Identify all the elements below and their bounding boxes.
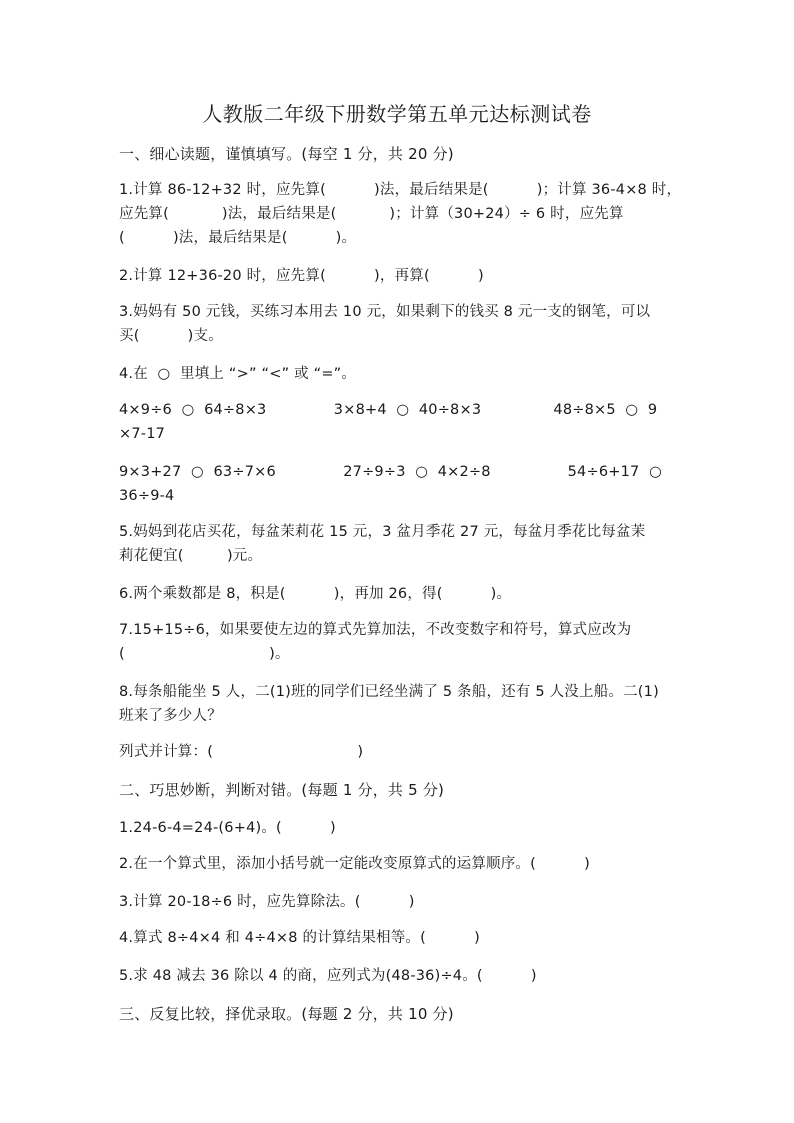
q8-answer: 列式并计算：( ): [119, 744, 364, 760]
q3-line-2: 买( )支。: [119, 328, 223, 344]
judge-1: 1.24-6-4=24-(6+4)。( ): [119, 820, 336, 836]
q4-row-2-cont: 36÷9-4: [119, 488, 175, 504]
q6: 6.两个乘数都是 8，积是( )，再加 26，得( )。: [119, 586, 512, 602]
section-2-heading: 二、巧思妙断，判断对错。(每题 1 分，共 5 分): [119, 781, 445, 799]
q4-row-2: 9×3+27 ○ 63÷7×6 27÷9÷3 ○ 4×2÷8 54÷6+17 ○: [119, 464, 662, 480]
q1-line-1: 1.计算 86-12+32 时，应先算( )法，最后结果是( )；计算 36-4×8 时，: [119, 182, 682, 198]
q1-line-3: ( )法，最后结果是( )。: [119, 230, 357, 246]
q4-row-1-cont: ×7-17: [119, 426, 166, 442]
q7-line-1: 7.15+15÷6，如果要使左边的算式先算加法，不改变数字和符号，算式应改为: [119, 622, 632, 638]
section-3-heading: 三、反复比较，择优录取。(每题 2 分，共 10 分): [119, 1005, 454, 1023]
section-1-heading: 一、细心读题，谨慎填写。(每空 1 分，共 20 分): [119, 145, 454, 163]
q2: 2.计算 12+36-20 时，应先算( )，再算( ): [119, 268, 484, 284]
judge-4: 4.算式 8÷4×4 和 4÷4×8 的计算结果相等。( ): [119, 930, 480, 946]
q5-line-2: 莉花便宜( )元。: [119, 548, 263, 564]
q7-line-2: ( )。: [119, 646, 290, 662]
q4-row-1: 4×9÷6 ○ 64÷8×3 3×8+4 ○ 40÷8×3 48÷8×5 ○ 9: [119, 402, 658, 418]
q1-line-2: 应先算( )法，最后结果是( )；计算（30+24）÷ 6 时，应先算: [119, 206, 624, 222]
judge-3: 3.计算 20-18÷6 时，应先算除法。( ): [119, 894, 415, 910]
q8-line-1: 8.每条船能坐 5 人，二(1)班的同学们已经坐满了 5 条船，还有 5 人没上船。二(1): [119, 684, 659, 700]
q3-line-1: 3.妈妈有 50 元钱，买练习本用去 10 元，如果剩下的钱买 8 元一支的钢笔，可以: [119, 304, 651, 320]
judge-2: 2.在一个算式里，添加小括号就一定能改变原算式的运算顺序。( ): [119, 856, 590, 872]
q5-line-1: 5.妈妈到花店买花，每盆茉莉花 15 元，3 盆月季花 27 元，每盆月季花比每盆茉: [119, 524, 646, 540]
judge-5: 5.求 48 减去 36 除以 4 的商，应列式为(48-36)÷4。( ): [119, 968, 537, 984]
page-title: 人教版二年级下册数学第五单元达标测试卷: [202, 102, 592, 126]
q8-line-2: 班来了多少人？: [119, 708, 222, 724]
q4: 4.在 ○ 里填上 “>” “<” 或 “=”。: [119, 366, 357, 382]
